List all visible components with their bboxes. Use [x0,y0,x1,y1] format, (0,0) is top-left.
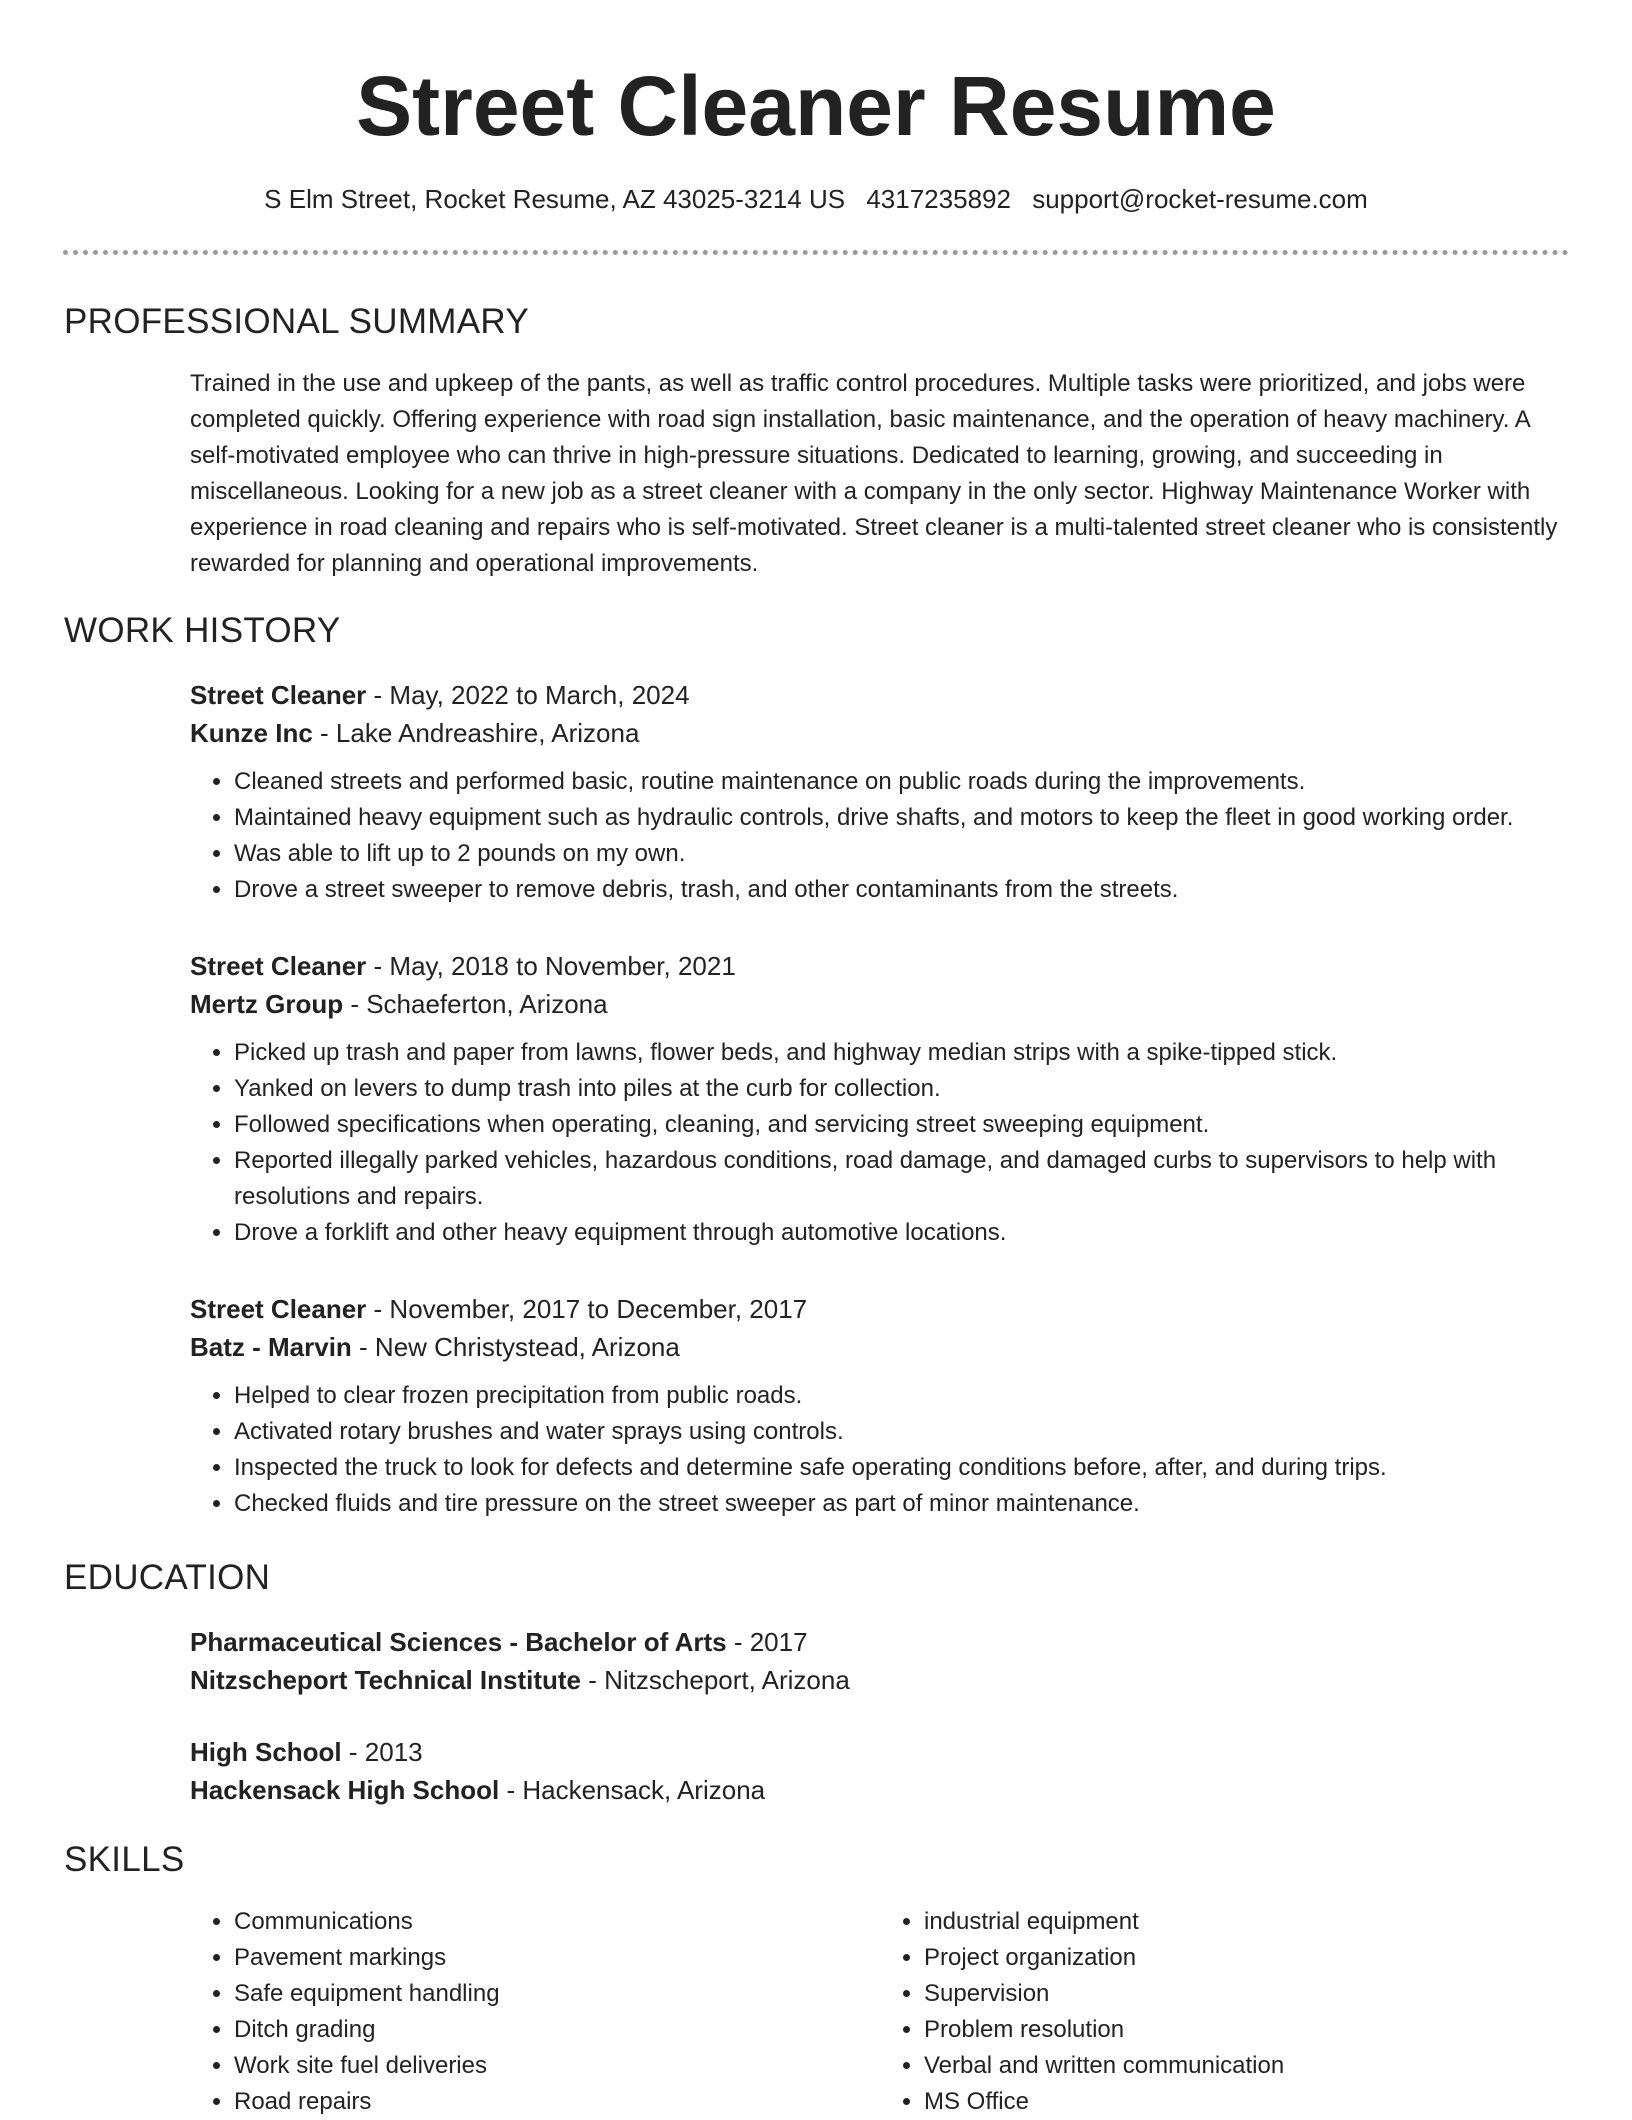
contact-line [0,182,1632,216]
list-item: • Work site fuel deliveries [234,2048,880,2084]
skills-column-right [880,1904,1570,2120]
education-school-line [190,1771,1570,1809]
job-entry [190,676,1570,908]
job-entry [190,947,1570,1251]
education-entry [190,1623,1570,1699]
list-item: • Helped to clear frozen precipitation from public roads. [234,1378,1570,1414]
list-item: • Pavement markings [234,1940,880,1976]
list-item: • Drove a forklift and other heavy equipment through automotive locations. [234,1215,1570,1251]
list-item: • MS Office [924,2084,1570,2120]
list-item: • Safe equipment handling [234,1976,880,2012]
list-item: • Communications [234,1904,880,1940]
list-item: • Was able to lift up to 2 pounds on my own. [234,836,1570,872]
education-year: - 2013 [341,1737,423,1767]
contact-address: S Elm Street, Rocket Resume, AZ 43025-3214 US [264,184,846,214]
job-duties-list [190,1378,1570,1522]
summary-text: Trained in the use and upkeep of the pants, as well as traffic control procedures. Multiple tasks were prioritized, and jobs were completed quickly. Offering experience with road sign installation, basic maintenance, and the operation of heavy machinery. A self-motivated employee who can thrive in high-pressure situations. Dedicated to learning, growing, and succeeding in miscellaneous. Looking for a new job as a street cleaner with a company in the only sector. Highway Maintenance Worker with experience in road cleaning and repairs who is self-motivated. Street cleaner is a multi-talented street cleaner who is consistently rewarded for planning and operational improvements. [190,370,1558,577]
job-title: Street Cleaner [190,951,367,981]
list-item: • Activated rotary brushes and water sprays using controls. [234,1414,1570,1450]
job-company: Batz - Marvin [190,1332,352,1362]
list-item: • Reported illegally parked vehicles, hazardous conditions, road damage, and damaged curbs to supervisors to help with resolutions and repairs. [234,1143,1570,1215]
job-location: - Schaeferton, Arizona [343,989,608,1019]
list-item: • Cleaned streets and performed basic, routine maintenance on public roads during the improvements. [234,764,1570,800]
list-item: • Yanked on levers to dump trash into piles at the curb for collection. [234,1071,1570,1107]
job-company-line [190,985,1570,1023]
education-degree-line [190,1733,1570,1771]
job-duties-list [190,764,1570,908]
list-item: • Problem resolution [924,2012,1570,2048]
list-item: • Supervision [924,1976,1570,2012]
education-location: - Hackensack, Arizona [499,1775,766,1805]
education-degree-line [190,1623,1570,1661]
summary-heading: PROFESSIONAL SUMMARY [64,302,529,341]
education-heading: EDUCATION [64,1558,271,1597]
education-degree: Pharmaceutical Sciences - Bachelor of Arts [190,1627,727,1657]
education-school-line [190,1661,1570,1699]
job-title: Street Cleaner [190,1294,367,1324]
list-item: • Inspected the truck to look for defects and determine safe operating conditions before, after, and during trips. [234,1450,1570,1486]
header-divider [63,250,1569,255]
job-entry [190,1290,1570,1522]
job-company-line [190,1328,1570,1366]
job-company: Kunze Inc [190,718,313,748]
list-item: • Checked fluids and tire pressure on the street sweeper as part of minor maintenance. [234,1486,1570,1522]
education-entry [190,1733,1570,1809]
job-duties-list [190,1035,1570,1251]
job-title: Street Cleaner [190,680,367,710]
skills-list [190,1904,1570,2120]
list-item: • Drove a street sweeper to remove debris, trash, and other contaminants from the streets. [234,872,1570,908]
list-item: • Project organization [924,1940,1570,1976]
contact-email: support@rocket-resume.com [1032,184,1368,214]
education-year: - 2017 [726,1627,808,1657]
contact-phone: 4317235892 [866,184,1011,214]
job-company-line [190,714,1570,752]
summary-section [190,366,1570,582]
education-school: Nitzscheport Technical Institute [190,1665,582,1695]
job-company: Mertz Group [190,989,344,1019]
job-title-line [190,1290,1570,1328]
list-item: • Maintained heavy equipment such as hydraulic controls, drive shafts, and motors to keep the fleet in good working order. [234,800,1570,836]
education-school: Hackensack High School [190,1775,500,1805]
page-title: Street Cleaner Resume [356,59,1276,153]
job-dates: - May, 2022 to March, 2024 [366,680,690,710]
job-location: - New Christystead, Arizona [351,1332,680,1362]
job-dates: - November, 2017 to December, 2017 [366,1294,808,1324]
list-item: • Ditch grading [234,2012,880,2048]
education-location: - Nitzscheport, Arizona [581,1665,850,1695]
skills-heading: SKILLS [64,1840,185,1879]
job-title-line [190,947,1570,985]
list-item: • Picked up trash and paper from lawns, flower beds, and highway median strips with a spike-tipped stick. [234,1035,1570,1071]
work-history-heading: WORK HISTORY [64,611,341,650]
education-degree: High School [190,1737,342,1767]
job-title-line [190,676,1570,714]
skills-column-left [190,1904,880,2120]
job-location: - Lake Andreashire, Arizona [312,718,640,748]
list-item: • industrial equipment [924,1904,1570,1940]
list-item: • Verbal and written communication [924,2048,1570,2084]
list-item: • Road repairs [234,2084,880,2120]
job-dates: - May, 2018 to November, 2021 [366,951,736,981]
list-item: • Followed specifications when operating, cleaning, and servicing street sweeping equipment. [234,1107,1570,1143]
